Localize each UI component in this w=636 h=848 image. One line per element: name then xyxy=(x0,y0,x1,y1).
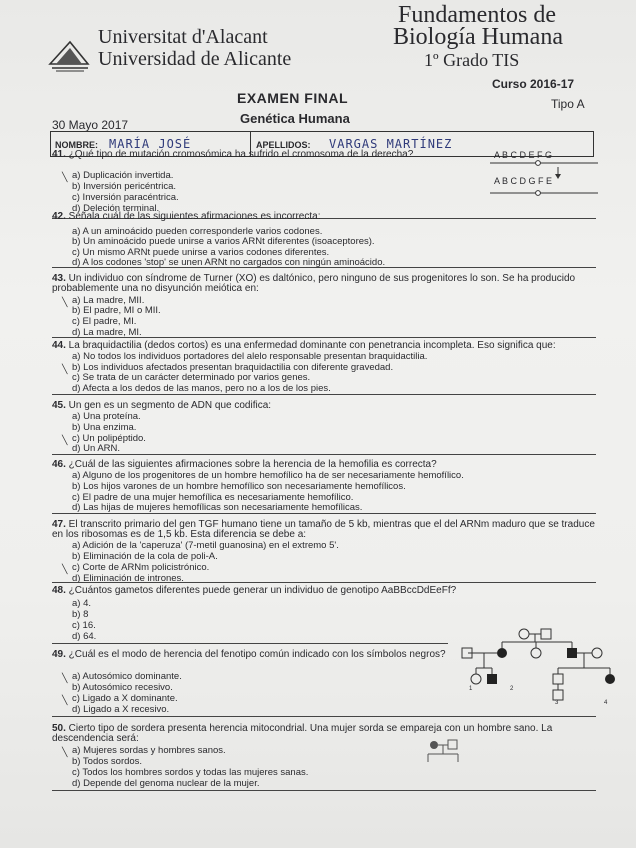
question-41 xyxy=(52,150,424,160)
answer-option[interactable]: a) 4. xyxy=(72,598,92,609)
answer-option[interactable]: b) Inversión pericéntrica. xyxy=(72,181,177,192)
nombre-label: NOMBRE: xyxy=(55,140,98,150)
question-45 xyxy=(52,401,597,411)
question-number: 43. xyxy=(52,273,66,284)
question-number: 47. xyxy=(52,519,66,530)
question-text: Un individuo con síndrome de Turner (XO) es daltónico, pero ninguno de sus progenitores lo son. Se ha producido probablemente una no disyunción meiótica en: xyxy=(52,273,576,295)
course-title-line2: Biología Humana xyxy=(393,24,563,50)
question-divider xyxy=(52,394,596,395)
question-46 xyxy=(52,460,597,470)
pencil-tick-icon: ╲ xyxy=(62,364,68,374)
answer-option[interactable]: a) Duplicación invertida. xyxy=(72,170,174,181)
answer-option[interactable]: a) No todos los individuos portadores del alelo responsable presentan braquidactilia. xyxy=(72,351,428,362)
pencil-tick-icon: ╲ xyxy=(62,172,68,182)
chromosome-normal-labels: A B C D E F G xyxy=(494,150,553,160)
answer-option[interactable]: a) Mujeres sordas y hombres sanos. xyxy=(72,745,226,756)
question-text: La braquidactilia (dedos cortos) es una enfermedad dominante con penetrancia incompleta. Eso significa que: xyxy=(65,340,556,351)
exam-title: EXAMEN FINAL xyxy=(237,90,348,106)
pedigree-number-2: 2 xyxy=(510,686,514,692)
pencil-tick-icon: ╲ xyxy=(62,435,68,445)
answer-option[interactable]: b) Una enzima. xyxy=(72,422,137,433)
answer-option[interactable]: a) Alguno de los progenitores de un hombre hemofílico ha de ser necesariamente hemofílico. xyxy=(72,470,464,481)
answer-option[interactable]: a) Autosómico dominante. xyxy=(72,671,182,682)
question-divider xyxy=(52,454,596,455)
course-title-line1: Fundamentos de xyxy=(398,2,556,28)
answer-option[interactable]: d) Afecta a los dedos de las manos, pero no a los de los pies. xyxy=(72,383,331,394)
answer-option[interactable]: d) A los codones 'stop' se unen ARNt no cargados con ningún aminoácido. xyxy=(72,257,386,268)
question-divider xyxy=(52,513,596,514)
question-number: 42. xyxy=(52,211,66,222)
answer-option[interactable]: b) 8 xyxy=(72,609,89,620)
pencil-tick-icon: ╲ xyxy=(62,747,68,757)
university-name-ca: Universitat d'Alacant xyxy=(98,26,268,48)
answer-option[interactable]: c) Inversión paracéntrica. xyxy=(72,192,179,203)
answer-option[interactable]: b) Eliminación de la cola de poli-A. xyxy=(72,551,218,562)
pencil-tick-icon: ╲ xyxy=(62,673,68,683)
answer-option[interactable]: c) Ligado a X dominante. xyxy=(72,693,178,704)
question-divider xyxy=(52,267,596,268)
answer-option[interactable]: b) Los hijos varones de un hombre hemofílico son necesariamente hemofílicos. xyxy=(72,481,406,492)
question-49 xyxy=(52,650,452,660)
nombre-value[interactable]: MARÍA JOSÉ xyxy=(109,137,192,151)
question-42 xyxy=(52,212,597,222)
question-text: ¿Qué tipo de mutación cromosómica ha sufrido el cromosoma de la derecha? xyxy=(65,149,414,160)
question-number: 48. xyxy=(52,585,66,596)
question-text: Señala cuál de las siguientes afirmaciones es incorrecta: xyxy=(65,211,321,222)
answer-option[interactable]: d) Un ARN. xyxy=(72,443,121,454)
question-number: 49. xyxy=(52,649,66,660)
answer-option[interactable]: d) Eliminación de intrones. xyxy=(72,573,184,584)
answer-option[interactable]: c) Un polipéptido. xyxy=(72,433,146,444)
answer-option[interactable]: d) Deleción terminal. xyxy=(72,203,160,214)
question-number: 45. xyxy=(52,400,66,411)
course-grade: 1º Grado TIS xyxy=(424,50,520,70)
university-name-es: Universidad de Alicante xyxy=(98,48,292,70)
question-number: 46. xyxy=(52,459,66,470)
exam-type: Tipo A xyxy=(551,97,585,111)
question-text: ¿Cuál de las siguientes afirmaciones sobre la herencia de la hemofilia es correcta? xyxy=(65,459,437,470)
answer-option[interactable]: b) Un aminoácido puede unirse a varios ARNt diferentes (isoaceptores). xyxy=(72,236,375,247)
question-text: ¿Cuántos gametos diferentes puede generar un individuo de genotipo AaBBccDdEeFf? xyxy=(65,585,457,596)
question-divider xyxy=(52,337,596,338)
answer-option[interactable]: d) 64. xyxy=(72,631,97,642)
question-number: 41. xyxy=(52,149,66,160)
chromosome-mutated-labels: A B C D G F E xyxy=(494,176,553,186)
question-divider xyxy=(52,790,596,791)
apellidos-value[interactable]: VARGAS MARTÍNEZ xyxy=(329,137,453,151)
answer-option[interactable]: b) Autosómico recesivo. xyxy=(72,682,173,693)
pencil-tick-icon: ╲ xyxy=(62,695,68,705)
question-48 xyxy=(52,586,597,596)
answer-option[interactable]: b) Todos sordos. xyxy=(72,756,143,767)
academic-year: Curso 2016-17 xyxy=(492,77,575,91)
answer-option[interactable]: c) 16. xyxy=(72,620,96,631)
answer-option[interactable]: d) La madre, MI. xyxy=(72,327,142,338)
answer-option[interactable]: b) El padre, MI o MII. xyxy=(72,305,161,316)
apellidos-label: APELLIDOS: xyxy=(256,140,311,150)
question-text: Un gen es un segmento de ADN que codifica: xyxy=(65,400,272,411)
question-44 xyxy=(52,341,597,351)
question-43 xyxy=(52,274,597,295)
question-divider xyxy=(52,582,596,583)
question-50 xyxy=(52,724,597,745)
answer-option[interactable]: a) La madre, MII. xyxy=(72,295,145,306)
pencil-tick-icon: ╲ xyxy=(62,564,68,574)
exam-subject: Genética Humana xyxy=(240,111,350,126)
exam-date: 30 Mayo 2017 xyxy=(52,118,129,132)
question-text: ¿Cuál es el modo de herencia del fenotipo común indicado con los símbolos negros? xyxy=(65,649,446,660)
pedigree-number-4: 4 xyxy=(604,700,608,706)
answer-option[interactable]: c) Un mismo ARNt puede unirse a varios codones diferentes. xyxy=(72,247,330,258)
university-logo-icon xyxy=(48,34,90,74)
question-divider xyxy=(52,643,448,644)
question-divider xyxy=(52,716,596,717)
question-number: 44. xyxy=(52,340,66,351)
question-text: El transcrito primario del gen TGF humano tiene un tamaño de 5 kb, mientras que el del ARNm maduro que se traduce en los ribosomas es de 1,5 kb. Esta diferencia se debe a: xyxy=(52,519,595,541)
answer-option[interactable]: d) Depende del genoma nuclear de la mujer. xyxy=(72,778,260,789)
pedigree-number-3: 3 xyxy=(555,700,559,706)
pedigree-number-1: 1 xyxy=(469,686,473,692)
answer-option[interactable]: c) El padre de una mujer hemofílica es necesariamente hemofílico. xyxy=(72,492,354,503)
question-47 xyxy=(52,520,597,541)
pencil-tick-icon: ╲ xyxy=(62,297,68,307)
answer-option[interactable]: a) A un aminoácido pueden corresponderle varios codones. xyxy=(72,226,323,237)
question-text: Cierto tipo de sordera presenta herencia mitocondrial. Una mujer sorda se empareja con un hombre sano. La descendencia será: xyxy=(52,723,553,745)
answer-option[interactable]: c) Se trata de un carácter determinado por varios genes. xyxy=(72,372,311,383)
answer-option[interactable]: d) Ligado a X recesivo. xyxy=(72,704,170,715)
question-number: 50. xyxy=(52,723,66,734)
answer-option[interactable]: a) Una proteína. xyxy=(72,411,141,422)
answer-option[interactable]: c) Todos los hombres sordos y todas las mujeres sanas. xyxy=(72,767,309,778)
answer-option[interactable]: a) Adición de la 'caperuza' (7-metil guanosina) en el extremo 5'. xyxy=(72,540,339,551)
answer-option[interactable]: c) Corte de ARNm policistrónico. xyxy=(72,562,210,573)
answer-option[interactable]: d) Las hijas de mujeres hemofílicas son necesariamente hemofílicas. xyxy=(72,502,363,513)
answer-option[interactable]: b) Los individuos afectados presentan braquidactilia con diferente gravedad. xyxy=(72,362,394,373)
answer-option[interactable]: c) El padre, MI. xyxy=(72,316,137,327)
pedigree-diagram xyxy=(462,624,622,720)
